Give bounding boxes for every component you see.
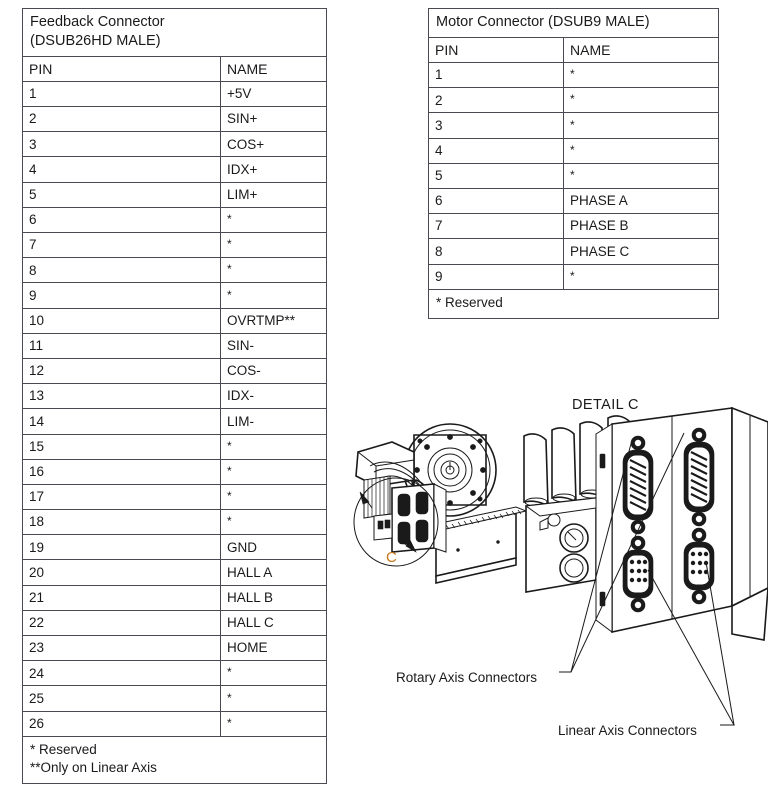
column-header-pin: PIN [429,37,564,62]
table-row [429,63,719,88]
table-row [23,182,327,207]
feedback-footnote: * Reserved **Only on Linear Axis [23,736,327,783]
overview-assembly [354,424,526,583]
pin-number: 6 [23,207,221,232]
pin-number: 11 [23,333,221,358]
table-row [23,585,327,610]
pin-number: 9 [23,283,221,308]
motor-connector-table [428,8,719,319]
pin-number: 12 [23,358,221,383]
pin-name: +5V [221,81,327,106]
pin-name: IDX- [221,384,327,409]
pin-name: * [221,233,327,258]
pin-name: SIN+ [221,107,327,132]
pin-number: 2 [23,107,221,132]
pin-name: HALL C [221,610,327,635]
table-row [23,233,327,258]
motor-header-row [429,37,719,62]
pin-number: 17 [23,484,221,509]
pin-name: * [221,711,327,736]
pin-name: * [221,661,327,686]
pin-name: GND [221,535,327,560]
pin-name: HOME [221,636,327,661]
table-row [429,188,719,213]
pin-number: 23 [23,636,221,661]
pin-number: 20 [23,560,221,585]
detail-c-marker: C [386,549,397,566]
pin-name: PHASE B [564,214,719,239]
table-row [429,264,719,289]
pin-name: LIM- [221,409,327,434]
pin-name: * [221,459,327,484]
table-row [23,535,327,560]
pin-name: LIM+ [221,182,327,207]
table-row [23,434,327,459]
pin-number: 1 [429,63,564,88]
pin-name: * [564,63,719,88]
pin-number: 21 [23,585,221,610]
table-row [23,207,327,232]
column-header-name: NAME [564,37,719,62]
pin-number: 7 [23,233,221,258]
pin-name: * [221,258,327,283]
pin-name: HALL B [221,585,327,610]
table-row [23,81,327,106]
table-row [23,510,327,535]
table-row [23,686,327,711]
pin-name: * [564,264,719,289]
detail-c-view [524,408,768,640]
table-row [23,308,327,333]
feedback-title-row [23,9,327,57]
feedback-footnote-row [23,736,327,783]
pin-number: 3 [429,113,564,138]
rotary-axis-connectors-label: Rotary Axis Connectors [396,670,538,685]
table-row [429,163,719,188]
motor-title-row [429,9,719,38]
table-row [429,239,719,264]
table-row [429,113,719,138]
pin-number: 9 [429,264,564,289]
pin-number: 6 [429,188,564,213]
feedback-title: Feedback Connector (DSUB26HD MALE) [23,9,327,57]
pin-name: * [564,88,719,113]
pin-number: 3 [23,132,221,157]
pin-number: 13 [23,384,221,409]
table-row [23,636,327,661]
table-row [23,333,327,358]
table-row [429,214,719,239]
table-row [23,484,327,509]
table-row [23,358,327,383]
table-row [23,409,327,434]
table-row [23,157,327,182]
pin-name: * [564,113,719,138]
pin-number: 7 [429,214,564,239]
pin-name: PHASE A [564,188,719,213]
pin-number: 25 [23,686,221,711]
pin-name: * [221,686,327,711]
pin-number: 18 [23,510,221,535]
table-row [23,711,327,736]
pin-name: SIN- [221,333,327,358]
detail-c-title: DETAIL C [572,397,639,413]
pin-number: 4 [23,157,221,182]
table-row [23,258,327,283]
column-header-name: NAME [221,56,327,81]
table-row [23,132,327,157]
pin-number: 15 [23,434,221,459]
pin-number: 14 [23,409,221,434]
pin-name: IDX+ [221,157,327,182]
motor-footnote: * Reserved [429,289,719,318]
pin-number: 22 [23,610,221,635]
pin-name: PHASE C [564,239,719,264]
pin-number: 10 [23,308,221,333]
pin-name: * [221,283,327,308]
pin-number: 8 [429,239,564,264]
pin-name: HALL A [221,560,327,585]
table-row [23,107,327,132]
pin-number: 5 [23,182,221,207]
pin-number: 4 [429,138,564,163]
column-header-pin: PIN [23,56,221,81]
pin-name: * [221,484,327,509]
pin-name: OVRTMP** [221,308,327,333]
pin-name: COS- [221,358,327,383]
table-row [429,88,719,113]
pin-number: 8 [23,258,221,283]
table-row [23,283,327,308]
pin-number: 16 [23,459,221,484]
table-row [23,384,327,409]
feedback-header-row [23,56,327,81]
pin-name: COS+ [221,132,327,157]
table-row [23,610,327,635]
pin-name: * [564,163,719,188]
assembly-illustration [330,380,768,780]
linear-axis-connectors-label: Linear Axis Connectors [558,723,697,738]
table-row [23,560,327,585]
pin-name: * [221,207,327,232]
motor-title: Motor Connector (DSUB9 MALE) [429,9,719,38]
pin-number: 5 [429,163,564,188]
table-row [23,459,327,484]
feedback-connector-table [22,8,327,784]
table-row [23,661,327,686]
table-row [429,138,719,163]
pin-number: 19 [23,535,221,560]
motor-footnote-row [429,289,719,318]
pin-name: * [564,138,719,163]
pin-number: 2 [429,88,564,113]
pin-name: * [221,434,327,459]
pin-name: * [221,510,327,535]
pin-number: 26 [23,711,221,736]
technical-drawing [330,380,768,780]
pin-number: 1 [23,81,221,106]
pin-number: 24 [23,661,221,686]
